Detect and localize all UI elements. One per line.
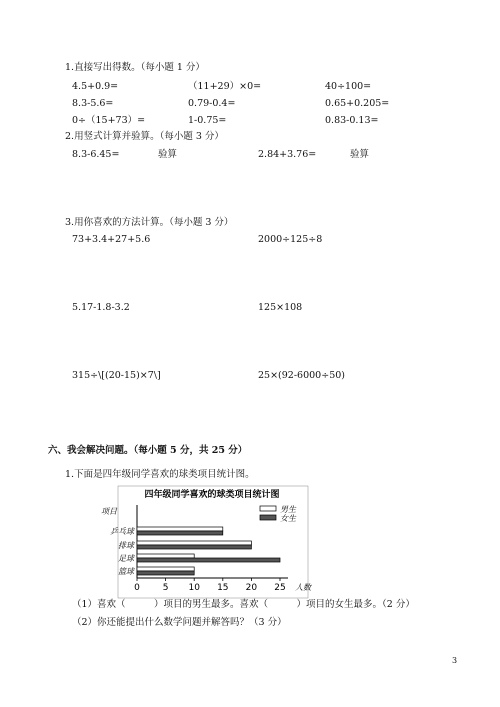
chart-title: 四年级同学喜欢的球类项目统计图 — [144, 490, 280, 500]
y-axis-label: 项目 — [101, 507, 117, 516]
category-label: 篮球 — [118, 567, 134, 576]
q1-item-1: 4.5+0.9= — [72, 81, 119, 92]
q3-title: 3.用你喜欢的方法计算。（每小题 3 分） — [65, 217, 234, 228]
legend-swatch — [260, 506, 276, 511]
chart-plot — [101, 505, 312, 593]
x-tick-label: 0 — [134, 583, 140, 593]
bar — [137, 567, 194, 571]
q1-title: 1.直接写出得数。（每小题 1 分） — [65, 62, 205, 73]
q3-item-5: 315÷\[(20-15)×7\] — [72, 370, 161, 381]
bar — [137, 558, 280, 562]
q3-item-4: 125×108 — [258, 302, 303, 313]
page-number: 3 — [452, 656, 458, 665]
legend-label: 女生 — [280, 514, 296, 523]
q2-check-1: 验算 — [158, 149, 178, 160]
q1-item-2: （11+29）×0= — [188, 81, 262, 92]
q3-item-1: 73+3.4+27+5.6 — [72, 234, 151, 245]
q3-item-2: 2000÷125÷8 — [258, 234, 323, 245]
x-tick-label: 15 — [217, 583, 229, 593]
bar — [137, 541, 251, 545]
category-label: 排球 — [118, 541, 134, 550]
legend-label: 男生 — [280, 505, 296, 514]
q1-item-3: 40÷100= — [325, 81, 372, 92]
q2-check-2: 验算 — [350, 149, 370, 160]
q1-item-8: 1-0.75= — [188, 115, 227, 126]
q3-item-3: 5.17-1.8-3.2 — [72, 302, 130, 313]
x-axis-label: 人数 — [295, 583, 311, 592]
x-tick-label: 25 — [274, 583, 286, 593]
s6-q1-part2: （2）你还能提出什么数学问题并解答吗？（3 分） — [72, 617, 287, 628]
x-tick-label: 10 — [188, 583, 200, 593]
section-6-title: 六、我会解决问题。（每小题 5 分，共 25 分） — [48, 445, 248, 456]
q1-item-7: 0÷（15+73）= — [72, 115, 146, 126]
q1-item-5: 0.79-0.4= — [188, 98, 236, 109]
category-label: 乒乓球 — [110, 527, 134, 536]
bar — [137, 571, 194, 575]
q1-item-9: 0.83-0.13= — [325, 115, 379, 126]
legend-swatch — [260, 515, 276, 520]
bar — [137, 531, 223, 535]
x-tick-label: 5 — [162, 583, 169, 593]
q1-item-4: 8.3-5.6= — [72, 98, 114, 109]
q2-item-2: 2.84+3.76= — [258, 149, 317, 160]
category-label: 足球 — [118, 554, 134, 563]
s6-q1-part1: （1）喜欢（ ）项目的男生最多。喜欢（ ）项目的女生最多。（2 分） — [72, 599, 415, 610]
q2-title: 2.用竖式计算并验算。（每小题 3 分） — [65, 131, 224, 142]
q2-item-1: 8.3-6.45= — [72, 149, 120, 160]
q3-item-6: 25×(92-6000÷50) — [258, 370, 345, 381]
s6-q1-title: 1.下面是四年级同学喜欢的球类项目统计图。 — [65, 469, 255, 480]
q1-item-6: 0.65+0.205= — [325, 98, 390, 109]
x-tick-label: 20 — [245, 583, 258, 593]
bar — [137, 527, 223, 531]
bar — [137, 554, 194, 558]
bar — [137, 545, 251, 549]
